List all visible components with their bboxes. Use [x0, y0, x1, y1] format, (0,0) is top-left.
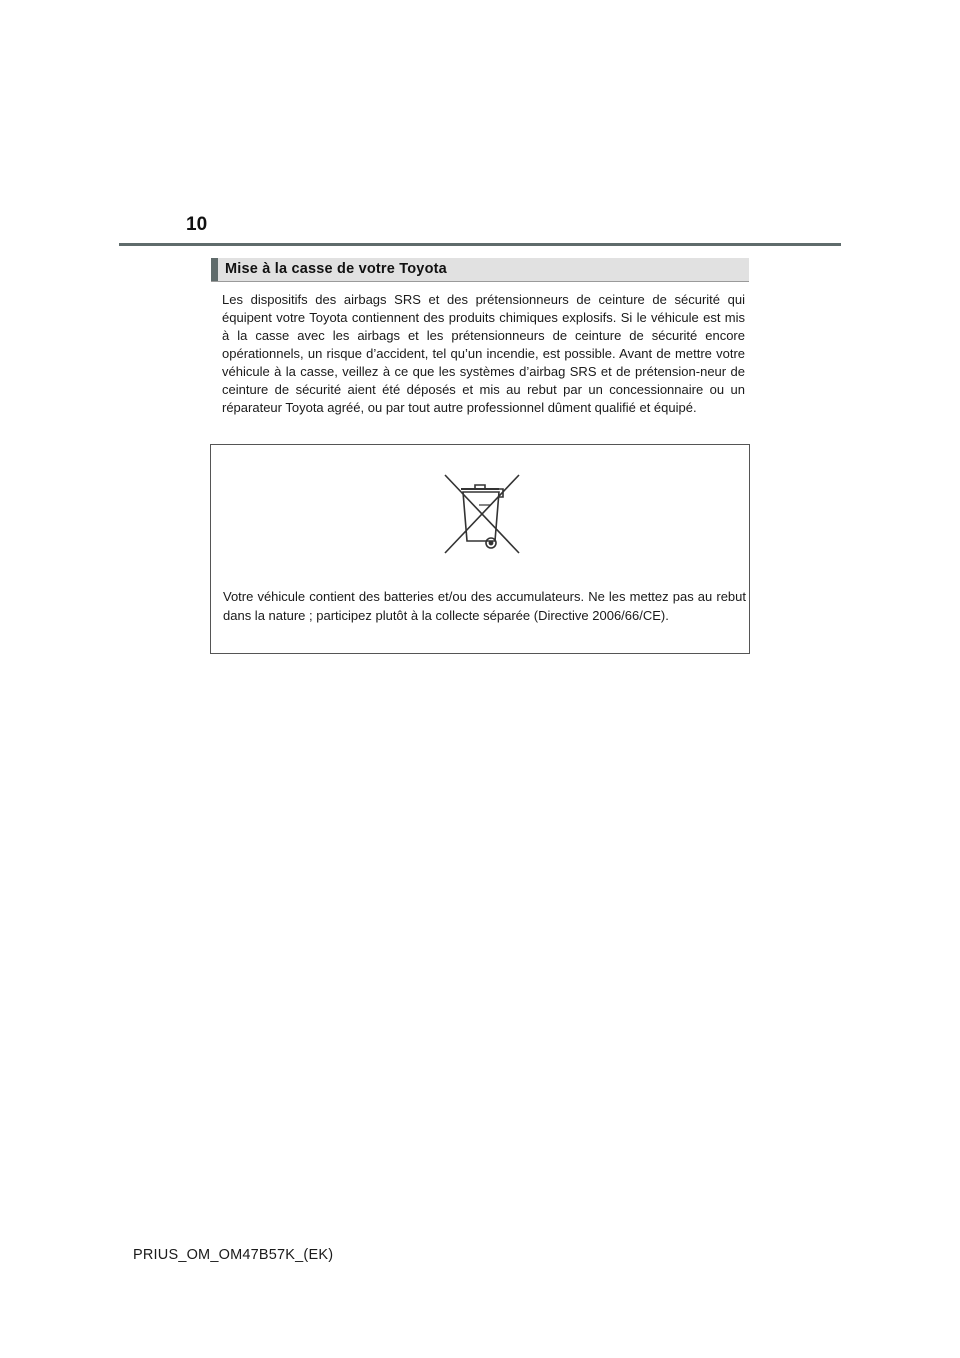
section-paragraph: Les dispositifs des airbags SRS et des prétensionneurs de ceinture de sécurité qui équipent votre Toyota contiennent des produits chimiques explosifs. Si le véhicule est mis à la casse avec les airbags et les prétensionneurs de ceinture de sécurité encore opérationnels, un risque d’accident, tel qu’un incendie, est possible. Avant de mettre votre véhicule à la casse, veillez à ce que les systèmes d’airbag SRS et de prétension-neur de ceinture de sécurité aient été déposés et mis au rebut par un concessionnaire ou un réparateur Toyota agréé, ou par tout autre professionnel dûment qualifié et équipé. — [222, 292, 745, 415]
page-number: 10 — [186, 214, 208, 235]
section-header — [211, 258, 749, 282]
header-rule — [119, 243, 841, 246]
recycling-notice-text: Votre véhicule contient des batteries et/ou des accumulateurs. Ne les mettez pas au rebut dans la nature ; participez plutôt à la collecte séparée (Directive 2006/66/CE). — [223, 589, 746, 623]
recycling-notice-box — [210, 444, 750, 654]
document-code: PRIUS_OM_OM47B57K_(EK) — [133, 1247, 334, 1263]
section-title: Mise à la casse de votre Toyota — [225, 261, 447, 277]
crossed-out-wheelie-bin-icon — [439, 471, 523, 557]
section-header-bar — [211, 258, 218, 281]
